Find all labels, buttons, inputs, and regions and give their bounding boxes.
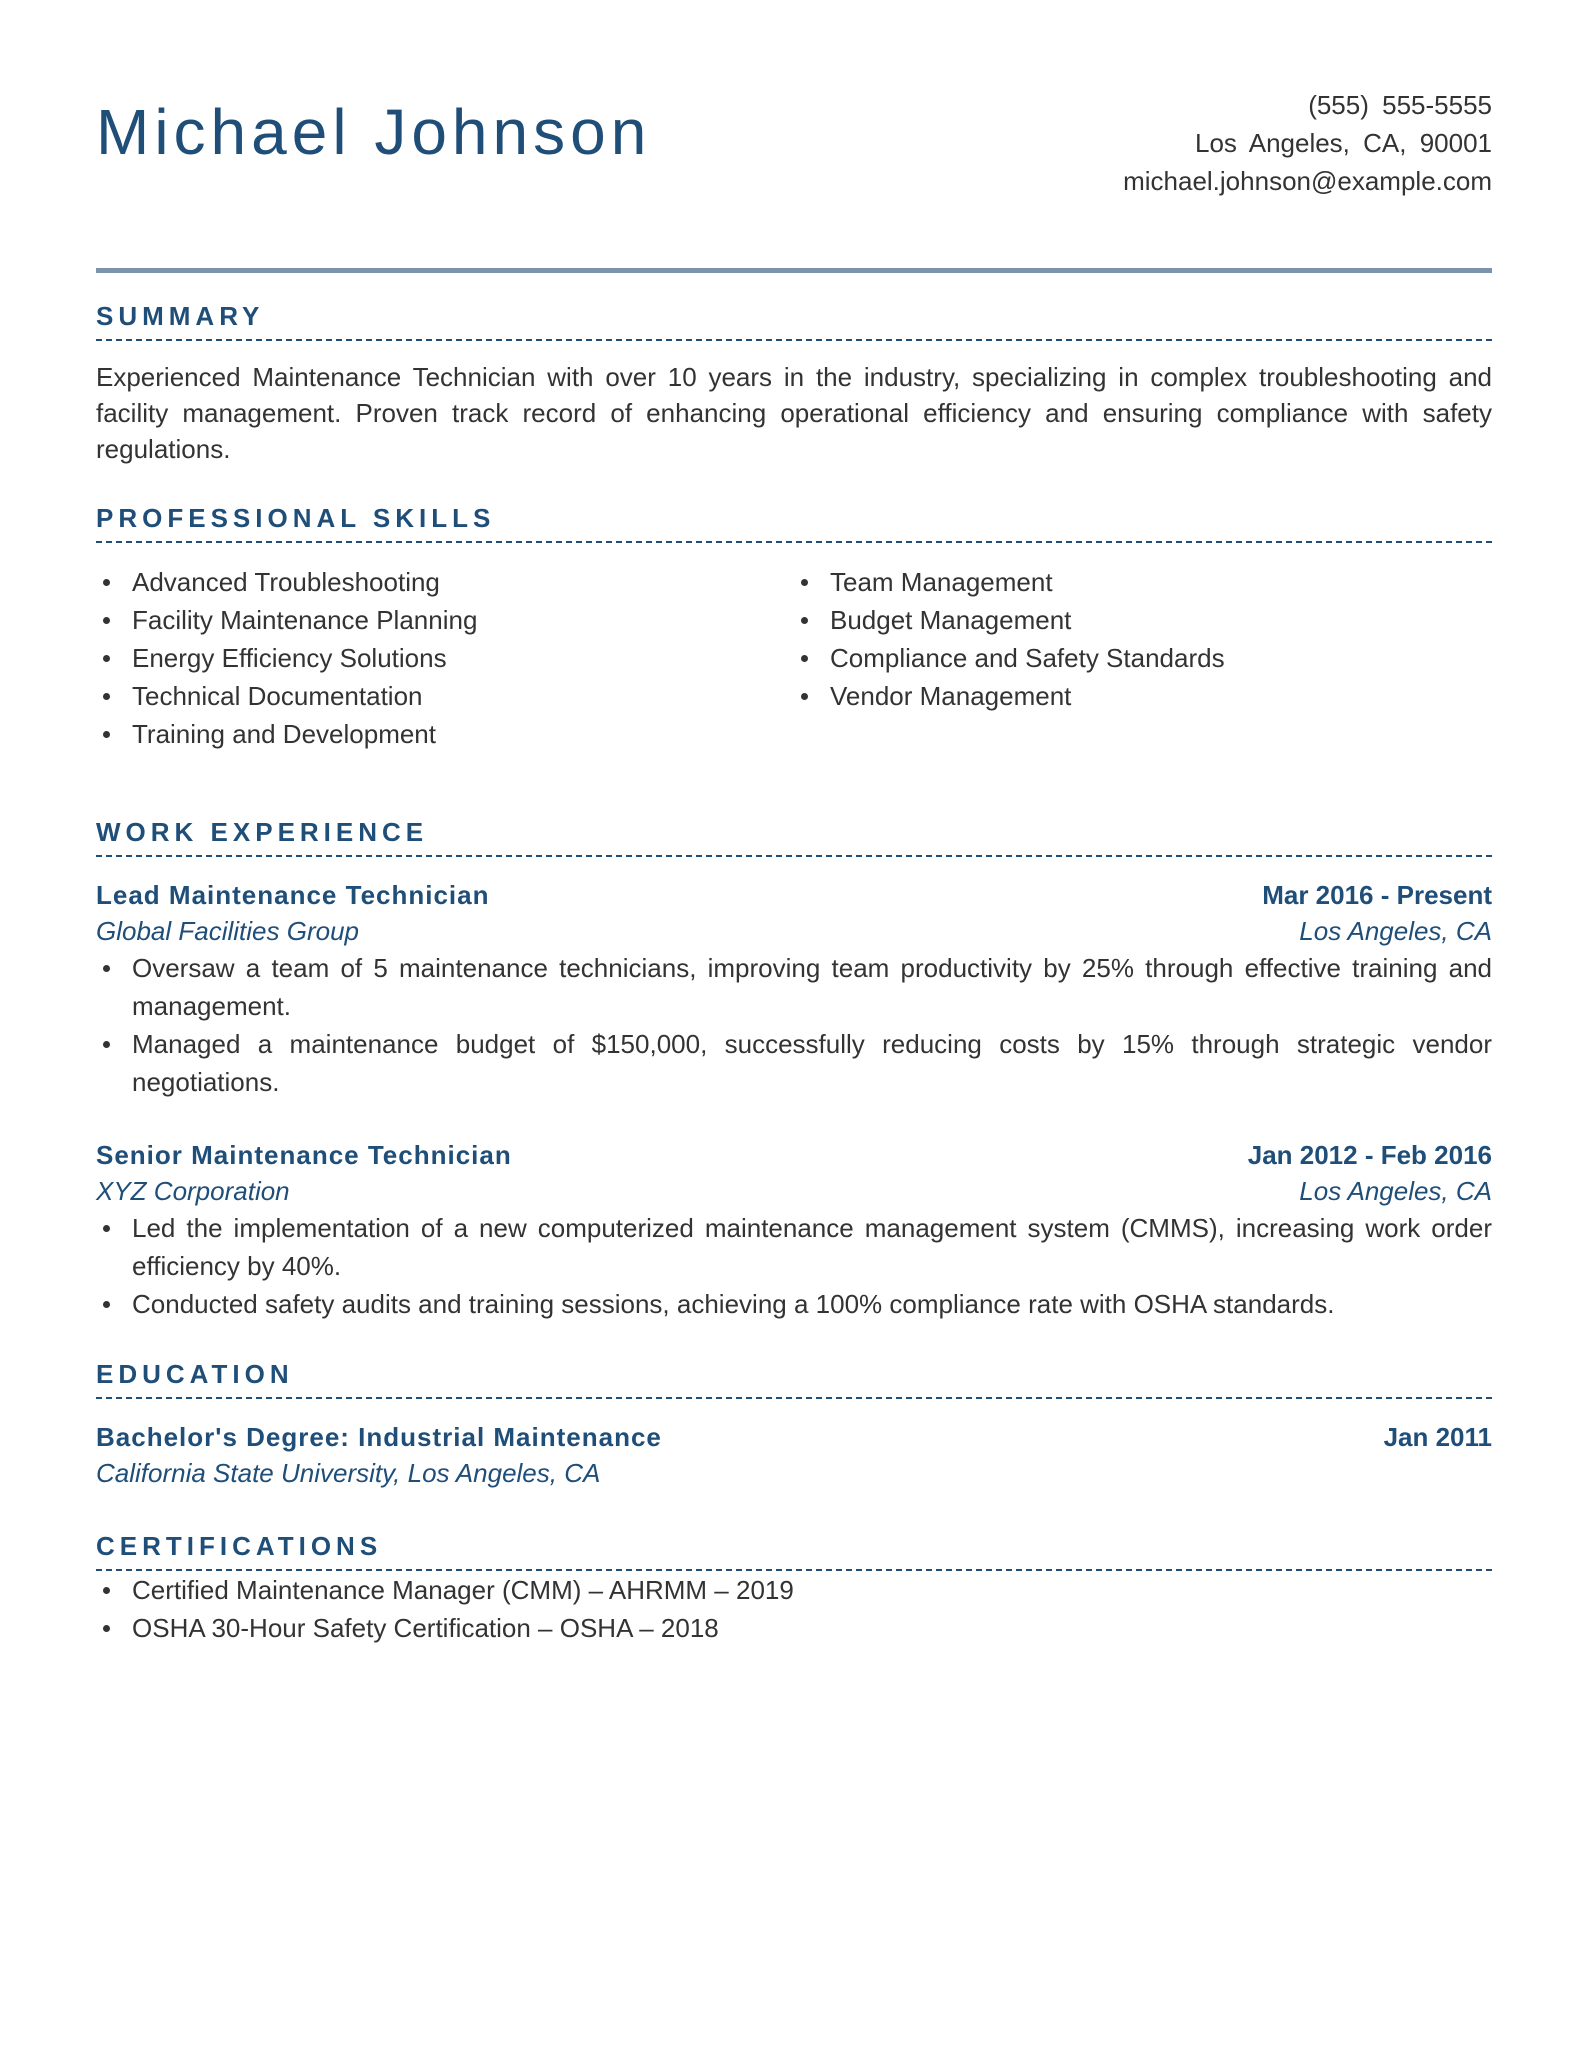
job-company: Global Facilities Group — [96, 916, 359, 946]
skill-item: Team Management — [794, 563, 1492, 601]
certification-item: Certified Maintenance Manager (CMM) – AHRMM – 2019 — [96, 1571, 1492, 1609]
job-header-row — [96, 1137, 1492, 1173]
skill-item: Facility Maintenance Planning — [96, 601, 794, 639]
school-name: California State University, Los Angeles, CA — [96, 1458, 601, 1488]
achievement-item: Oversaw a team of 5 maintenance technicians, improving team productivity by 25% through effective training and management. — [96, 949, 1492, 1025]
summary-section — [96, 301, 1492, 467]
location-text: Los Angeles, CA, 90001 — [1195, 128, 1492, 158]
job-achievements — [96, 949, 1492, 1101]
job-header-row — [96, 877, 1492, 913]
skill-item: Compliance and Safety Standards — [794, 639, 1492, 677]
skill-item: Technical Documentation — [96, 677, 794, 715]
job-subheader-row — [96, 913, 1492, 949]
education-subheader-row — [96, 1455, 1492, 1491]
achievement-item: Conducted safety audits and training sessions, achieving a 100% compliance rate with OSHA standards. — [96, 1285, 1492, 1323]
skill-item: Vendor Management — [794, 677, 1492, 715]
job-location: Los Angeles, CA — [1299, 916, 1492, 946]
skills-column-left — [96, 563, 794, 753]
skill-item: Energy Efficiency Solutions — [96, 639, 794, 677]
email-address: michael.johnson@example.com — [1123, 166, 1492, 196]
contact-block — [1123, 86, 1492, 200]
work-experience-heading: WORK EXPERIENCE — [96, 817, 1492, 857]
job-company: XYZ Corporation — [96, 1176, 290, 1206]
work-experience-section — [96, 817, 1492, 1323]
summary-heading: SUMMARY — [96, 301, 1492, 341]
certifications-heading: CERTIFICATIONS — [96, 1531, 1492, 1571]
skills-grid — [96, 563, 1492, 753]
achievement-item: Led the implementation of a new computerized maintenance management system (CMMS), increasing work order efficiency by 40%. — [96, 1209, 1492, 1285]
certifications-list — [96, 1571, 1492, 1647]
achievement-item: Managed a maintenance budget of $150,000, successfully reducing costs by 15% through strategic vendor negotiations. — [96, 1025, 1492, 1101]
job-dates: Jan 2012 - Feb 2016 — [1247, 1140, 1492, 1170]
skills-section — [96, 503, 1492, 753]
education-heading: EDUCATION — [96, 1359, 1492, 1399]
education-entry — [96, 1419, 1492, 1491]
job-title: Senior Maintenance Technician — [96, 1140, 512, 1170]
job-location: Los Angeles, CA — [1299, 1176, 1492, 1206]
certification-item: OSHA 30-Hour Safety Certification – OSHA – 2018 — [96, 1609, 1492, 1647]
skills-heading: PROFESSIONAL SKILLS — [96, 503, 1492, 543]
job-title: Lead Maintenance Technician — [96, 880, 490, 910]
skill-item: Budget Management — [794, 601, 1492, 639]
summary-text: Experienced Maintenance Technician with over 10 years in the industry, specializing in complex troubleshooting and facility management. Proven track record of enhancing operational efficiency and ensuring compliance with safety regulations. — [96, 362, 1492, 464]
job-subheader-row — [96, 1173, 1492, 1209]
job-achievements — [96, 1209, 1492, 1323]
certifications-section — [96, 1531, 1492, 1647]
job-dates: Mar 2016 - Present — [1262, 880, 1492, 910]
job-entry — [96, 877, 1492, 1101]
header-divider — [96, 268, 1492, 273]
education-header-row — [96, 1419, 1492, 1455]
skill-item: Training and Development — [96, 715, 794, 753]
resume-header — [96, 86, 1492, 268]
job-entry — [96, 1137, 1492, 1323]
phone-number: (555) 555-5555 — [1308, 90, 1492, 120]
degree-date: Jan 2011 — [1383, 1422, 1492, 1452]
degree-title: Bachelor's Degree: Industrial Maintenance — [96, 1422, 662, 1452]
education-section — [96, 1359, 1492, 1491]
skills-column-right — [794, 563, 1492, 753]
skill-item: Advanced Troubleshooting — [96, 563, 794, 601]
candidate-name: Michael Johnson — [96, 96, 652, 168]
